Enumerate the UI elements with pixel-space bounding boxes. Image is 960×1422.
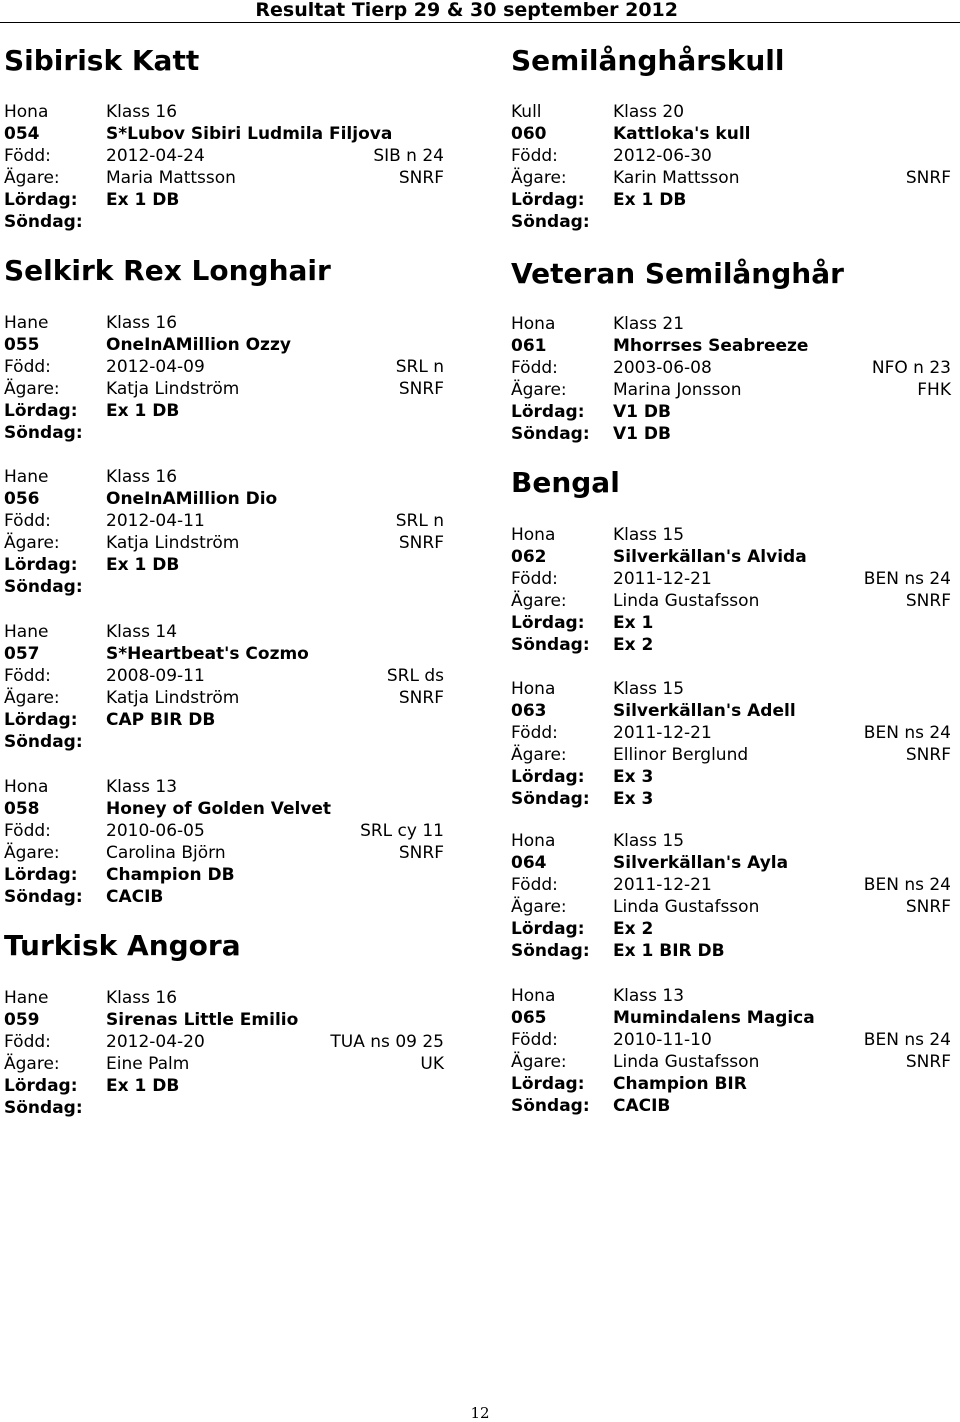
entry-born-line [511,568,951,590]
entry-owner-line [511,1051,951,1073]
saturday-label: Lördag: [511,767,585,787]
entry-class-line [511,524,951,546]
entry-sunday-line [4,886,444,908]
cat-entry [4,466,444,598]
entry-sunday-line [4,731,444,753]
saturday-label: Lördag: [4,555,78,575]
entry-club: SNRF [398,533,444,553]
owner-label: Ägare: [4,168,60,188]
entry-class: Klass 21 [613,314,685,334]
entry-class: Klass 15 [613,679,685,699]
entry-born-line [511,874,951,896]
entry-name: Silverkällan's Adell [613,701,796,721]
saturday-label: Lördag: [4,401,78,421]
entry-born: 2003-06-08 [613,358,712,378]
entry-name: Honey of Golden Velvet [106,799,332,819]
entry-name-line [4,334,444,356]
entry-born-line [4,145,444,167]
entry-name: Kattloka's kull [613,124,751,144]
entry-sunday-line [511,211,951,233]
entry-club: SNRF [905,591,951,611]
entry-born-line [511,1029,951,1051]
entry-ems: SRL n [395,357,444,377]
born-label: Född: [4,511,51,531]
entry-number: 054 [4,124,40,144]
entry-saturday-line [511,1073,951,1095]
entry-class-line [511,313,951,335]
cat-entry [4,987,444,1119]
cat-entry [4,101,444,233]
entry-sunday-line [4,576,444,598]
owner-label: Ägare: [511,745,567,765]
born-label: Född: [511,1030,558,1050]
entry-sunday-result: Ex 1 BIR DB [613,941,725,961]
owner-label: Ägare: [511,591,567,611]
entry-name-line [4,1009,444,1031]
entry-number: 061 [511,336,547,356]
born-label: Född: [511,875,558,895]
entry-sex: Hona [511,314,556,334]
entry-sunday-line [511,634,951,656]
saturday-label: Lördag: [511,402,585,422]
entry-saturday-result: Champion BIR [613,1074,747,1094]
entry-name-line [511,1007,951,1029]
entry-name-line [4,798,444,820]
entry-sex: Hona [511,525,556,545]
entry-saturday-result: Ex 1 [613,613,654,633]
born-label: Född: [4,146,51,166]
entry-ems: BEN ns 24 [863,875,951,895]
entry-saturday-result: Ex 1 DB [613,190,687,210]
entry-club: SNRF [905,745,951,765]
entry-name-line [511,546,951,568]
entry-owner-line [511,896,951,918]
entry-class-line [511,830,951,852]
entry-class-line [4,101,444,123]
entry-sex: Hona [511,831,556,851]
entry-number: 055 [4,335,40,355]
entry-saturday-result: CAP BIR DB [106,710,216,730]
entry-born-line [4,1031,444,1053]
entry-sex: Hona [511,679,556,699]
entry-number: 057 [4,644,40,664]
entry-sunday-result: CACIB [613,1096,671,1116]
saturday-label: Lördag: [4,190,78,210]
sunday-label: Söndag: [4,732,83,752]
entry-born-line [511,722,951,744]
entry-ems: SIB n 24 [373,146,444,166]
entry-saturday-line [4,709,444,731]
entry-saturday-result: Ex 2 [613,919,654,939]
entry-class-line [511,101,951,123]
sunday-label: Söndag: [511,424,590,444]
born-label: Född: [4,666,51,686]
entry-saturday-line [511,401,951,423]
entry-born: 2012-04-09 [106,357,205,377]
saturday-label: Lördag: [4,1076,78,1096]
entry-class-line [511,678,951,700]
entry-ems: TUA ns 09 25 [330,1032,444,1052]
owner-label: Ägare: [511,380,567,400]
entry-owner-line [4,1053,444,1075]
entry-ems: SRL cy 11 [360,821,444,841]
entry-born-line [4,820,444,842]
entry-sex: Hona [4,102,49,122]
entry-saturday-line [4,400,444,422]
sunday-label: Söndag: [4,1098,83,1118]
entry-sunday-line [4,422,444,444]
entry-ems: SRL ds [386,666,444,686]
entry-ems: BEN ns 24 [863,723,951,743]
entry-sex: Kull [511,102,542,122]
entry-number: 063 [511,701,547,721]
section-title: Selkirk Rex Longhair [4,254,331,287]
entry-sunday-line [4,1097,444,1119]
owner-label: Ägare: [511,1052,567,1072]
entry-sunday-line [4,211,444,233]
born-label: Född: [511,569,558,589]
sunday-label: Söndag: [4,212,83,232]
entry-owner: Karin Mattsson [613,168,740,188]
entry-sunday-result: Ex 2 [613,635,654,655]
entry-saturday-result: Champion DB [106,865,235,885]
entry-saturday-result: Ex 1 DB [106,190,180,210]
entry-sex: Hona [4,777,49,797]
sunday-label: Söndag: [511,789,590,809]
entry-name: Mumindalens Magica [613,1008,815,1028]
cat-entry [511,678,951,810]
entry-number: 056 [4,489,40,509]
entry-club: SNRF [398,688,444,708]
entry-owner: Katja Lindström [106,379,240,399]
entry-name: S*Lubov Sibiri Ludmila Filjova [106,124,393,144]
entry-club: SNRF [398,843,444,863]
entry-owner: Linda Gustafsson [613,897,760,917]
entry-name: Sirenas Little Emilio [106,1010,299,1030]
entry-saturday-result: Ex 1 DB [106,401,180,421]
saturday-label: Lördag: [511,190,585,210]
entry-sunday-line [511,940,951,962]
saturday-label: Lördag: [4,865,78,885]
saturday-label: Lördag: [511,919,585,939]
entry-class: Klass 13 [613,986,685,1006]
owner-label: Ägare: [4,1054,60,1074]
entry-born-line [4,510,444,532]
entry-name-line [4,643,444,665]
entry-owner: Katja Lindström [106,533,240,553]
owner-label: Ägare: [4,688,60,708]
entry-class-line [4,987,444,1009]
born-label: Född: [4,1032,51,1052]
cat-entry [511,524,951,656]
entry-club: SNRF [398,168,444,188]
entry-class: Klass 15 [613,831,685,851]
cat-entry [511,313,951,445]
sunday-label: Söndag: [4,423,83,443]
entry-club: SNRF [905,897,951,917]
entry-born: 2010-11-10 [613,1030,712,1050]
entry-born-line [4,665,444,687]
sunday-label: Söndag: [511,941,590,961]
entry-sunday-line [511,1095,951,1117]
entry-owner: Ellinor Berglund [613,745,749,765]
entry-owner: Linda Gustafsson [613,1052,760,1072]
entry-born: 2012-04-20 [106,1032,205,1052]
entry-ems: BEN ns 24 [863,569,951,589]
entry-owner-line [511,590,951,612]
entry-class: Klass 20 [613,102,685,122]
entry-saturday-line [511,918,951,940]
entry-owner-line [4,167,444,189]
entry-born-line [4,356,444,378]
entry-owner-line [4,687,444,709]
entry-sunday-result: CACIB [106,887,164,907]
entry-number: 062 [511,547,547,567]
entry-number: 064 [511,853,547,873]
born-label: Född: [4,357,51,377]
entry-name: Silverkällan's Alvida [613,547,807,567]
entry-owner-line [511,167,951,189]
page-title: Resultat Tierp 29 & 30 september 2012 [255,0,678,21]
sunday-label: Söndag: [511,635,590,655]
entry-owner-line [4,532,444,554]
cat-entry [4,312,444,444]
owner-label: Ägare: [511,897,567,917]
entry-class: Klass 15 [613,525,685,545]
entry-born: 2012-04-11 [106,511,205,531]
entry-class: Klass 16 [106,102,178,122]
entry-born: 2008-09-11 [106,666,205,686]
born-label: Född: [511,146,558,166]
cat-entry [4,776,444,908]
entry-class: Klass 16 [106,988,178,1008]
entry-saturday-result: Ex 1 DB [106,1076,180,1096]
entry-born: 2011-12-21 [613,723,712,743]
entry-born-line [511,145,951,167]
entry-saturday-line [4,554,444,576]
entry-number: 065 [511,1008,547,1028]
page-number: 12 [470,1404,490,1422]
entry-owner: Katja Lindström [106,688,240,708]
entry-class: Klass 16 [106,467,178,487]
born-label: Född: [4,821,51,841]
page-header [0,0,960,23]
entry-ems: SRL n [395,511,444,531]
born-label: Född: [511,723,558,743]
entry-sex: Hona [511,986,556,1006]
entry-owner-line [511,744,951,766]
section-title: Semilånghårskull [511,44,785,77]
entry-name: Silverkällan's Ayla [613,853,789,873]
entry-club: SNRF [905,1052,951,1072]
saturday-label: Lördag: [4,710,78,730]
entry-class-line [511,985,951,1007]
entry-owner: Eine Palm [106,1054,190,1074]
entry-owner: Maria Mattsson [106,168,236,188]
entry-born: 2011-12-21 [613,569,712,589]
entry-number: 059 [4,1010,40,1030]
entry-saturday-result: Ex 3 [613,767,654,787]
entry-sunday-result: V1 DB [613,424,671,444]
owner-label: Ägare: [4,843,60,863]
sunday-label: Söndag: [4,887,83,907]
entry-name-line [4,123,444,145]
entry-sunday-result: Ex 3 [613,789,654,809]
born-label: Född: [511,358,558,378]
owner-label: Ägare: [4,379,60,399]
entry-number: 058 [4,799,40,819]
section-title: Turkisk Angora [4,929,241,962]
entry-club: SNRF [398,379,444,399]
entry-owner-line [4,378,444,400]
entry-name: OneInAMillion Ozzy [106,335,291,355]
entry-born: 2010-06-05 [106,821,205,841]
entry-class-line [4,621,444,643]
entry-saturday-result: V1 DB [613,402,671,422]
owner-label: Ägare: [4,533,60,553]
entry-class-line [4,776,444,798]
entry-sex: Hane [4,467,49,487]
entry-sex: Hane [4,988,49,1008]
saturday-label: Lördag: [511,613,585,633]
entry-ems: BEN ns 24 [863,1030,951,1050]
entry-name-line [511,123,951,145]
entry-name-line [4,488,444,510]
entry-saturday-line [511,766,951,788]
entry-born-line [511,357,951,379]
entry-club: FHK [917,380,951,400]
section-title: Veteran Semilånghår [511,257,844,290]
entry-name-line [511,700,951,722]
cat-entry [511,830,951,962]
entry-class: Klass 13 [106,777,178,797]
entry-name: S*Heartbeat's Cozmo [106,644,309,664]
entry-owner: Carolina Björn [106,843,226,863]
entry-saturday-line [4,1075,444,1097]
entry-sex: Hane [4,622,49,642]
entry-saturday-line [4,864,444,886]
cat-entry [4,621,444,753]
entry-number: 060 [511,124,547,144]
entry-born: 2011-12-21 [613,875,712,895]
sunday-label: Söndag: [4,577,83,597]
cat-entry [511,101,951,233]
entry-name: Mhorrses Seabreeze [613,336,809,356]
entry-class-line [4,466,444,488]
section-title: Bengal [511,466,620,499]
section-title: Sibirisk Katt [4,44,200,77]
entry-owner-line [511,379,951,401]
sunday-label: Söndag: [511,1096,590,1116]
entry-name-line [511,852,951,874]
cat-entry [511,985,951,1117]
entry-club: UK [420,1054,444,1074]
saturday-label: Lördag: [511,1074,585,1094]
entry-sunday-line [511,788,951,810]
entry-class: Klass 14 [106,622,178,642]
entry-sex: Hane [4,313,49,333]
entry-born: 2012-06-30 [613,146,712,166]
entry-saturday-line [4,189,444,211]
entry-born: 2012-04-24 [106,146,205,166]
entry-class-line [4,312,444,334]
owner-label: Ägare: [511,168,567,188]
entry-sunday-line [511,423,951,445]
entry-saturday-result: Ex 1 DB [106,555,180,575]
entry-owner: Marina Jonsson [613,380,742,400]
entry-class: Klass 16 [106,313,178,333]
entry-saturday-line [511,189,951,211]
sunday-label: Söndag: [511,212,590,232]
entry-ems: NFO n 23 [871,358,951,378]
entry-owner: Linda Gustafsson [613,591,760,611]
entry-name: OneInAMillion Dio [106,489,278,509]
entry-name-line [511,335,951,357]
entry-owner-line [4,842,444,864]
entry-club: SNRF [905,168,951,188]
entry-saturday-line [511,612,951,634]
